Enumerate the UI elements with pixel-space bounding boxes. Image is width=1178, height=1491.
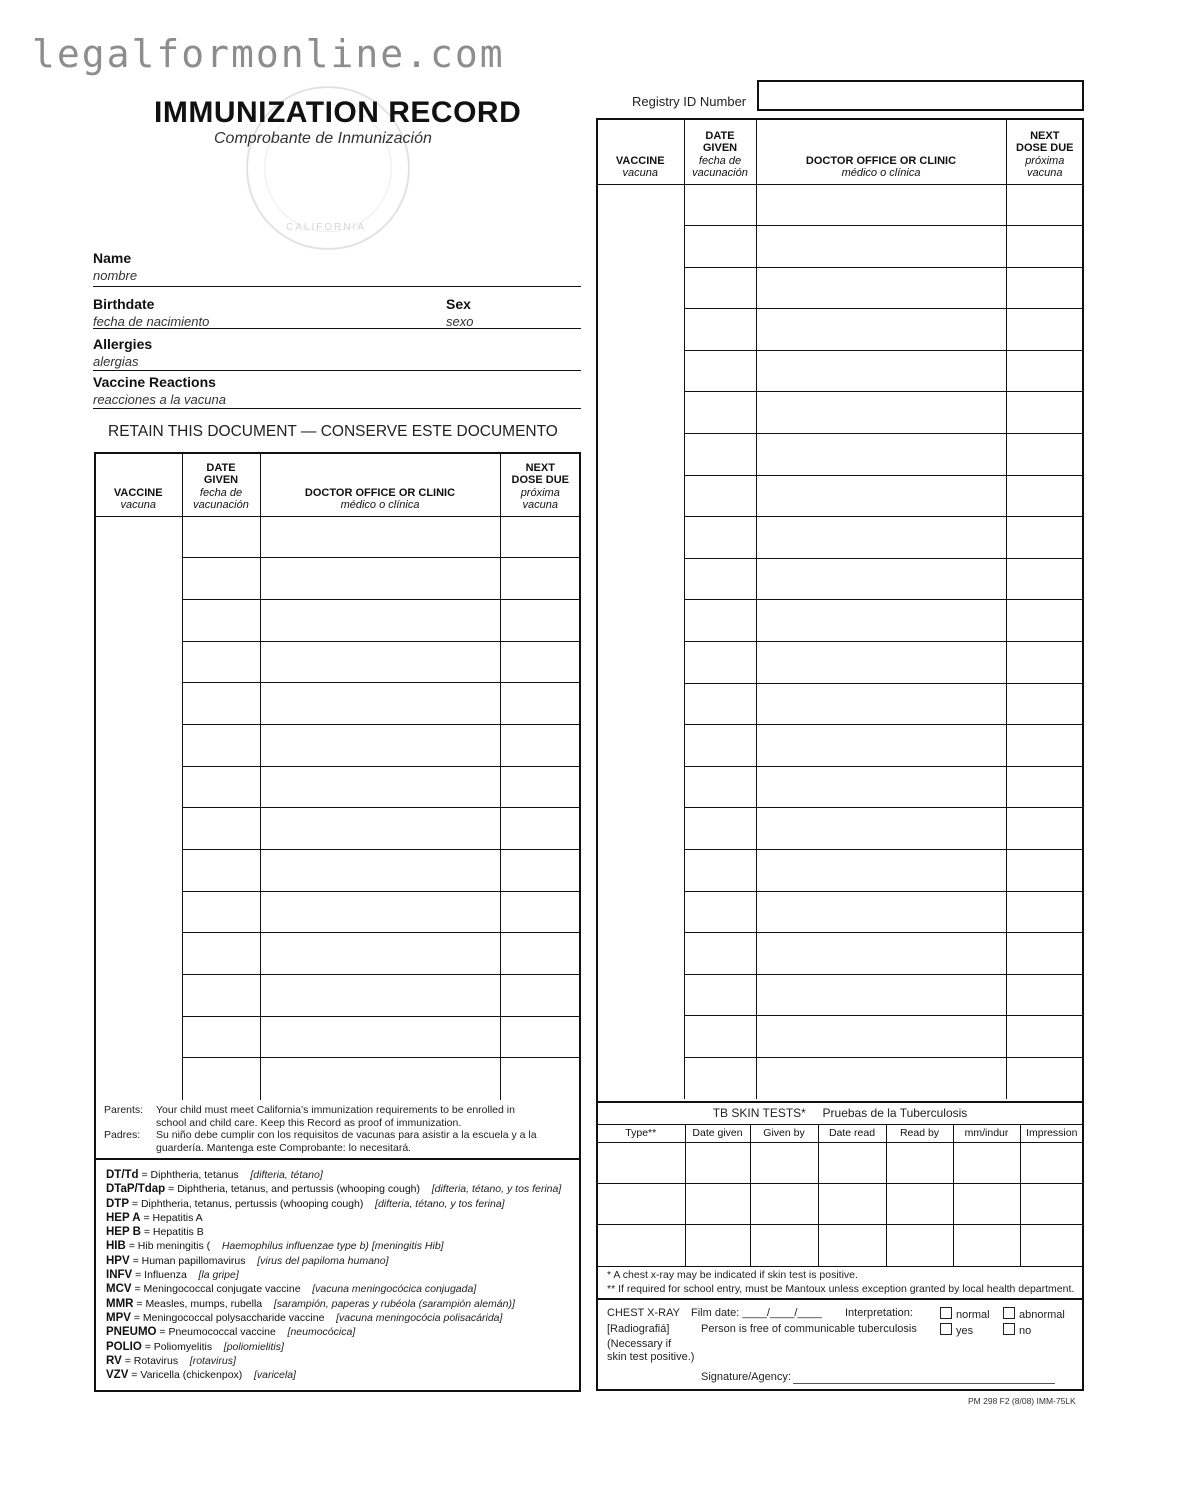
next-dose-cell[interactable] xyxy=(1006,974,1083,1016)
next-dose-cell[interactable] xyxy=(1006,766,1083,808)
date-given-cell[interactable] xyxy=(684,350,756,392)
date-given-cell[interactable] xyxy=(182,1016,260,1058)
vaccine-cell[interactable] xyxy=(597,766,684,808)
date-given-cell[interactable] xyxy=(182,766,260,808)
allergies-field-line[interactable] xyxy=(93,370,581,371)
normal-option[interactable]: normal xyxy=(940,1307,990,1321)
vaccine-cell[interactable] xyxy=(597,558,684,600)
table-row xyxy=(597,558,1083,600)
table-row xyxy=(597,517,1083,559)
doctor-cell[interactable] xyxy=(260,933,500,975)
vaccine-cell[interactable] xyxy=(597,933,684,975)
date-given-cell[interactable] xyxy=(182,891,260,933)
doctor-cell[interactable] xyxy=(756,683,1006,725)
vaccine-cell[interactable] xyxy=(95,766,182,808)
next-dose-cell[interactable] xyxy=(1006,475,1083,517)
parents-en-line1: Your child must meet California’s immunization requirements to be enrolled in xyxy=(156,1104,515,1116)
next-dose-cell[interactable] xyxy=(1006,350,1083,392)
tb-note-2: ** If required for school entry, must be Mantoux unless exception granted by local health department. xyxy=(607,1283,1075,1295)
next-dose-cell[interactable] xyxy=(500,1016,580,1058)
tb-title-sp: Pruebas de la Tuberculosis xyxy=(822,1106,968,1120)
next-dose-cell[interactable] xyxy=(500,683,580,725)
vaccine-cell[interactable] xyxy=(597,683,684,725)
abbreviation-item: DT/Td = Diphtheria, tetanus [difteria, tétano] xyxy=(106,1169,323,1181)
table-row xyxy=(597,600,1083,642)
table-row xyxy=(597,1016,1083,1058)
tb-col-header: Date read xyxy=(818,1125,886,1143)
tb-cell[interactable] xyxy=(750,1225,818,1266)
doctor-cell[interactable] xyxy=(756,392,1006,434)
sex-label: Sex xyxy=(446,296,471,312)
doctor-cell[interactable] xyxy=(756,475,1006,517)
parents-sp-line1: Su niño debe cumplir con los requisitos de vacunas para asistir a la escuela y a la xyxy=(156,1129,537,1141)
parents-sp-label: Padres: xyxy=(104,1129,141,1141)
vaccine-cell[interactable] xyxy=(95,933,182,975)
vaccine-col-header: VACCINE vacuna xyxy=(95,453,182,516)
doctor-cell[interactable] xyxy=(260,891,500,933)
date-given-cell[interactable] xyxy=(684,850,756,892)
doctor-cell[interactable] xyxy=(756,642,1006,684)
date-given-cell[interactable] xyxy=(182,641,260,683)
tb-col-header: Date given xyxy=(685,1125,750,1143)
next-dose-col-header: NEXT DOSE DUE próxima vacuna xyxy=(1006,119,1083,184)
vaccine-cell[interactable] xyxy=(95,808,182,850)
doctor-cell[interactable] xyxy=(260,1058,500,1100)
date-given-cell[interactable] xyxy=(684,891,756,933)
tb-col-header: Impression xyxy=(1020,1125,1083,1143)
table-row xyxy=(597,891,1083,933)
next-dose-cell[interactable] xyxy=(1006,600,1083,642)
vaccine-cell[interactable] xyxy=(597,434,684,476)
vaccine-cell[interactable] xyxy=(597,1057,684,1099)
date-given-cell[interactable] xyxy=(684,974,756,1016)
table-row xyxy=(95,599,580,641)
registry-id-field[interactable] xyxy=(757,80,1084,111)
doctor-col-header: DOCTOR OFFICE OR CLINIC médico o clínica xyxy=(756,119,1006,184)
form-title: IMMUNIZATION RECORD xyxy=(154,96,522,129)
next-dose-cell[interactable] xyxy=(500,1058,580,1100)
tb-cell[interactable] xyxy=(685,1143,750,1184)
tb-row xyxy=(597,1225,1083,1266)
doctor-cell[interactable] xyxy=(260,808,500,850)
signature-field-line[interactable] xyxy=(793,1383,1055,1384)
parents-sp-line2: guardería. Mantenga este Comprobante: lo necesitará. xyxy=(156,1141,412,1154)
form-code: PM 298 F2 (8/08) IMM-75LK xyxy=(968,1396,1076,1406)
date-given-cell[interactable] xyxy=(684,933,756,975)
vaccine-col-header: VACCINE vacuna xyxy=(597,119,684,184)
tb-table xyxy=(597,1124,1083,1266)
next-dose-cell[interactable] xyxy=(1006,517,1083,559)
date-given-cell[interactable] xyxy=(684,267,756,309)
table-row xyxy=(597,766,1083,808)
doctor-cell[interactable] xyxy=(756,434,1006,476)
xray-label: CHEST X-RAY xyxy=(607,1307,680,1319)
date-given-cell[interactable] xyxy=(684,434,756,476)
date-given-cell[interactable] xyxy=(684,725,756,767)
vaccine-cell[interactable] xyxy=(597,600,684,642)
doctor-cell[interactable] xyxy=(260,641,500,683)
table-row xyxy=(597,725,1083,767)
tb-cell[interactable] xyxy=(818,1184,886,1225)
next-dose-cell[interactable] xyxy=(500,975,580,1017)
table-row xyxy=(597,226,1083,268)
abnormal-option[interactable]: abnormal xyxy=(1003,1307,1065,1321)
table-row xyxy=(597,475,1083,517)
next-dose-cell[interactable] xyxy=(500,724,580,766)
abbreviation-item: PNEUMO = Pneumococcal vaccine [neumocócica] xyxy=(106,1326,356,1339)
doctor-cell[interactable] xyxy=(756,850,1006,892)
tb-cell[interactable] xyxy=(685,1225,750,1266)
doctor-cell[interactable] xyxy=(756,1057,1006,1099)
vaccine-cell[interactable] xyxy=(95,724,182,766)
birthdate-sublabel: fecha de nacimiento xyxy=(93,314,210,329)
table-row xyxy=(597,808,1083,850)
doctor-cell[interactable] xyxy=(260,766,500,808)
table-row xyxy=(597,434,1083,476)
tb-cell[interactable] xyxy=(886,1184,953,1225)
table-row xyxy=(597,1057,1083,1099)
table-row xyxy=(95,933,580,975)
table-row xyxy=(95,683,580,725)
parents-en-line2: school and child care. Keep this Record as proof of immunization. xyxy=(156,1116,462,1129)
table-row xyxy=(95,1016,580,1058)
vaccine-cell[interactable] xyxy=(95,891,182,933)
vaccine-cell[interactable] xyxy=(95,641,182,683)
parents-en-label: Parents: xyxy=(104,1104,144,1116)
vaccine-cell[interactable] xyxy=(597,226,684,268)
watermark-text: legalformonline.com xyxy=(32,32,505,76)
table-row xyxy=(597,184,1083,226)
next-dose-cell[interactable] xyxy=(1006,683,1083,725)
next-dose-cell[interactable] xyxy=(1006,808,1083,850)
no-checkbox[interactable] xyxy=(1003,1323,1015,1335)
parents-notice xyxy=(104,1104,574,1154)
next-dose-cell[interactable] xyxy=(500,808,580,850)
next-dose-cell[interactable] xyxy=(1006,850,1083,892)
tb-bottom-line xyxy=(597,1266,1083,1267)
doctor-cell[interactable] xyxy=(260,516,500,558)
tb-cell[interactable] xyxy=(597,1184,685,1225)
table-row xyxy=(95,724,580,766)
vaccine-cell[interactable] xyxy=(597,850,684,892)
tb-title-en: TB SKIN TESTS* xyxy=(712,1106,806,1120)
table-row xyxy=(95,891,580,933)
vaccine-cell[interactable] xyxy=(597,891,684,933)
registry-id-label: Registry ID Number xyxy=(632,94,747,109)
doctor-cell[interactable] xyxy=(260,599,500,641)
reactions-field-line[interactable] xyxy=(93,408,581,409)
tb-cell[interactable] xyxy=(597,1143,685,1184)
retain-notice: RETAIN THIS DOCUMENT — CONSERVE ESTE DOCUMENTO xyxy=(108,423,558,440)
table-row xyxy=(597,933,1083,975)
tb-cell[interactable] xyxy=(750,1143,818,1184)
xray-label-sp: [Radiografiá] xyxy=(607,1323,670,1335)
tb-cell[interactable] xyxy=(1020,1184,1083,1225)
tb-col-header: Type** xyxy=(597,1125,685,1143)
next-dose-cell[interactable] xyxy=(1006,267,1083,309)
tb-cell[interactable] xyxy=(886,1143,953,1184)
table-row xyxy=(95,558,580,600)
next-dose-cell[interactable] xyxy=(500,891,580,933)
tb-cell[interactable] xyxy=(818,1143,886,1184)
abbreviation-item: HEP A = Hepatitis A xyxy=(106,1211,203,1224)
allergies-sublabel: alergias xyxy=(93,354,139,369)
table-row xyxy=(597,309,1083,351)
doctor-cell[interactable] xyxy=(756,891,1006,933)
interpretation-label: Interpretation: xyxy=(845,1307,913,1319)
table-row xyxy=(95,975,580,1017)
next-dose-cell[interactable] xyxy=(1006,1016,1083,1058)
doctor-cell[interactable] xyxy=(260,850,500,892)
abbreviation-item: HIB = Hib meningitis ( Haemophilus influenzae type b) [meningitis Hib] xyxy=(106,1240,444,1253)
vaccine-cell[interactable] xyxy=(95,1058,182,1100)
vaccine-cell[interactable] xyxy=(597,517,684,559)
next-dose-cell[interactable] xyxy=(500,850,580,892)
doctor-cell[interactable] xyxy=(756,226,1006,268)
next-dose-cell[interactable] xyxy=(500,558,580,600)
table-row xyxy=(597,392,1083,434)
next-dose-cell[interactable] xyxy=(1006,392,1083,434)
vaccine-cell[interactable] xyxy=(597,725,684,767)
date-given-cell[interactable] xyxy=(182,850,260,892)
name-sublabel: nombre xyxy=(93,268,138,283)
date-given-cell[interactable] xyxy=(684,309,756,351)
allergies-label: Allergies xyxy=(93,336,153,352)
doctor-cell[interactable] xyxy=(756,600,1006,642)
vaccine-cell[interactable] xyxy=(95,850,182,892)
xray-divider xyxy=(597,1298,1083,1300)
table-row xyxy=(597,267,1083,309)
date-given-cell[interactable] xyxy=(684,226,756,268)
tb-cell[interactable] xyxy=(953,1225,1020,1266)
tb-free-statement: Person is free of communicable tuberculosis xyxy=(701,1323,917,1335)
next-dose-cell[interactable] xyxy=(1006,309,1083,351)
vaccine-cell[interactable] xyxy=(597,475,684,517)
sex-sublabel: sexo xyxy=(446,314,474,329)
vaccine-cell[interactable] xyxy=(95,599,182,641)
table-row xyxy=(95,766,580,808)
tb-top-divider xyxy=(597,1101,1083,1103)
tb-col-header: Read by xyxy=(886,1125,953,1143)
date-given-cell[interactable] xyxy=(182,975,260,1017)
tb-cell[interactable] xyxy=(953,1184,1020,1225)
abbreviation-item: HEP B = Hepatitis B xyxy=(106,1226,204,1239)
next-dose-cell[interactable] xyxy=(1006,434,1083,476)
next-dose-cell[interactable] xyxy=(1006,184,1083,226)
birthdate-sex-field-line[interactable] xyxy=(93,328,581,329)
seal-text: CALIFORNIA xyxy=(286,222,367,233)
vaccine-cell[interactable] xyxy=(597,1016,684,1058)
date-given-cell[interactable] xyxy=(684,475,756,517)
vaccine-cell[interactable] xyxy=(597,808,684,850)
table-row xyxy=(597,683,1083,725)
doctor-col-header: DOCTOR OFFICE OR CLINIC médico o clínica xyxy=(260,453,500,516)
doctor-cell[interactable] xyxy=(260,1016,500,1058)
doctor-cell[interactable] xyxy=(260,975,500,1017)
date-given-cell[interactable] xyxy=(684,1057,756,1099)
signature-label: Signature/Agency: xyxy=(701,1371,791,1383)
doctor-cell[interactable] xyxy=(756,808,1006,850)
normal-checkbox[interactable] xyxy=(940,1307,952,1319)
date-given-col-header: DATE GIVEN fecha de vacunación xyxy=(182,453,260,516)
doctor-cell[interactable] xyxy=(756,558,1006,600)
next-dose-cell[interactable] xyxy=(500,516,580,558)
doctor-cell[interactable] xyxy=(756,309,1006,351)
form-subtitle: Comprobante de Inmunización xyxy=(214,130,432,147)
tb-col-header: Given by xyxy=(750,1125,818,1143)
doctor-cell[interactable] xyxy=(756,1016,1006,1058)
tb-note-1: * A chest x-ray may be indicated if skin test is positive. xyxy=(607,1269,858,1281)
abbreviation-item: VZV = Varicella (chickenpox) [varicela] xyxy=(106,1369,296,1382)
vaccine-cell[interactable] xyxy=(95,1016,182,1058)
date-given-cell[interactable] xyxy=(684,184,756,226)
vaccine-cell[interactable] xyxy=(95,683,182,725)
film-date-field[interactable]: Film date: ____/____/____ xyxy=(691,1307,822,1319)
date-given-cell[interactable] xyxy=(684,600,756,642)
doctor-cell[interactable] xyxy=(756,267,1006,309)
right-vaccine-table xyxy=(597,119,1083,1099)
tb-cell[interactable] xyxy=(818,1225,886,1266)
next-dose-cell[interactable] xyxy=(500,599,580,641)
next-dose-col-header: NEXT DOSE DUE próxima vacuna xyxy=(500,453,580,516)
date-given-cell[interactable] xyxy=(182,1058,260,1100)
table-row xyxy=(597,642,1083,684)
abbreviation-item: MPV = Meningococcal polysaccharide vaccine [vacuna meningocócia polisacárida] xyxy=(106,1311,503,1324)
date-given-col-header: DATE GIVEN fecha de vacunación xyxy=(684,119,756,184)
next-dose-cell[interactable] xyxy=(1006,891,1083,933)
date-given-cell[interactable] xyxy=(182,683,260,725)
next-dose-cell[interactable] xyxy=(1006,642,1083,684)
date-given-cell[interactable] xyxy=(684,392,756,434)
abbreviation-item: DTP = Diphtheria, tetanus, pertussis (whooping cough) [difteria, tétano, y tos ferina] xyxy=(106,1197,505,1210)
date-given-cell[interactable] xyxy=(684,683,756,725)
vaccine-cell[interactable] xyxy=(95,516,182,558)
tb-row xyxy=(597,1143,1083,1184)
date-given-cell[interactable] xyxy=(684,642,756,684)
name-field-line[interactable] xyxy=(93,286,581,287)
vaccine-cell[interactable] xyxy=(597,309,684,351)
next-dose-cell[interactable] xyxy=(500,641,580,683)
doctor-cell[interactable] xyxy=(756,184,1006,226)
date-given-cell[interactable] xyxy=(684,766,756,808)
next-dose-cell[interactable] xyxy=(1006,558,1083,600)
doctor-cell[interactable] xyxy=(756,725,1006,767)
abbreviation-item: DTaP/Tdap = Diphtheria, tetanus, and pertussis (whooping cough) [difteria, tétano, y tos ferina] xyxy=(106,1183,562,1196)
date-given-cell[interactable] xyxy=(182,808,260,850)
abbreviation-list xyxy=(106,1168,576,1382)
tb-cell[interactable] xyxy=(1020,1225,1083,1266)
next-dose-cell[interactable] xyxy=(1006,226,1083,268)
vaccine-cell[interactable] xyxy=(95,975,182,1017)
birthdate-label: Birthdate xyxy=(93,296,155,312)
tb-cell[interactable] xyxy=(597,1225,685,1266)
doctor-cell[interactable] xyxy=(756,766,1006,808)
xray-necessary-2: skin test positive.) xyxy=(607,1351,695,1363)
table-row xyxy=(597,350,1083,392)
reactions-label: Vaccine Reactions xyxy=(93,374,216,390)
vaccine-cell[interactable] xyxy=(597,350,684,392)
table-row xyxy=(597,850,1083,892)
tb-cell[interactable] xyxy=(1020,1143,1083,1184)
tb-row xyxy=(597,1184,1083,1225)
doctor-cell[interactable] xyxy=(756,974,1006,1016)
date-given-cell[interactable] xyxy=(182,933,260,975)
date-given-cell[interactable] xyxy=(182,558,260,600)
table-row xyxy=(597,974,1083,1016)
table-row xyxy=(95,641,580,683)
abbreviation-item: MCV = Meningococcal conjugate vaccine [vacuna meningocócica conjugada] xyxy=(106,1283,477,1296)
abbreviation-item: POLIO = Poliomyelitis [poliomielitis] xyxy=(106,1340,284,1353)
tb-title xyxy=(597,1106,1083,1120)
next-dose-cell[interactable] xyxy=(1006,933,1083,975)
table-row xyxy=(95,1058,580,1100)
doctor-cell[interactable] xyxy=(756,933,1006,975)
abbreviation-item: INFV = Influenza [la gripe] xyxy=(106,1269,239,1282)
next-dose-cell[interactable] xyxy=(500,766,580,808)
table-row xyxy=(95,850,580,892)
vaccine-cell[interactable] xyxy=(597,184,684,226)
xray-necessary-1: (Necessary if xyxy=(607,1338,672,1350)
date-given-cell[interactable] xyxy=(684,1016,756,1058)
doctor-cell[interactable] xyxy=(260,558,500,600)
left-vaccine-table xyxy=(95,453,580,1100)
date-given-cell[interactable] xyxy=(684,517,756,559)
date-given-cell[interactable] xyxy=(182,516,260,558)
no-option[interactable]: no xyxy=(1003,1323,1031,1337)
vaccine-cell[interactable] xyxy=(597,392,684,434)
table-row xyxy=(95,516,580,558)
abbreviation-item: MMR = Measles, mumps, rubella [sarampión, paperas y rubéola (sarampión alemán)] xyxy=(106,1297,515,1310)
reactions-sublabel: reacciones a la vacuna xyxy=(93,392,226,407)
name-label: Name xyxy=(93,250,132,266)
date-given-cell[interactable] xyxy=(182,724,260,766)
tb-cell[interactable] xyxy=(685,1184,750,1225)
parents-divider xyxy=(95,1158,580,1160)
tb-cell[interactable] xyxy=(886,1225,953,1266)
next-dose-cell[interactable] xyxy=(1006,1057,1083,1099)
vaccine-cell[interactable] xyxy=(597,974,684,1016)
date-given-cell[interactable] xyxy=(182,599,260,641)
tb-cell[interactable] xyxy=(953,1143,1020,1184)
tb-col-header: mm/indur xyxy=(953,1125,1020,1143)
tb-cell[interactable] xyxy=(750,1184,818,1225)
yes-checkbox[interactable] xyxy=(940,1323,952,1335)
table-row xyxy=(95,808,580,850)
date-given-cell[interactable] xyxy=(684,808,756,850)
doctor-cell[interactable] xyxy=(756,517,1006,559)
vaccine-cell[interactable] xyxy=(597,642,684,684)
vaccine-cell[interactable] xyxy=(597,267,684,309)
abnormal-checkbox[interactable] xyxy=(1003,1307,1015,1319)
abbreviation-item: RV = Rotavirus [rotavirus] xyxy=(106,1354,236,1367)
vaccine-cell[interactable] xyxy=(95,558,182,600)
doctor-cell[interactable] xyxy=(260,724,500,766)
next-dose-cell[interactable] xyxy=(500,933,580,975)
doctor-cell[interactable] xyxy=(756,350,1006,392)
date-given-cell[interactable] xyxy=(684,558,756,600)
doctor-cell[interactable] xyxy=(260,683,500,725)
abbreviation-item: HPV = Human papillomavirus [virus del papiloma humano] xyxy=(106,1254,389,1267)
next-dose-cell[interactable] xyxy=(1006,725,1083,767)
yes-option[interactable]: yes xyxy=(940,1323,973,1337)
